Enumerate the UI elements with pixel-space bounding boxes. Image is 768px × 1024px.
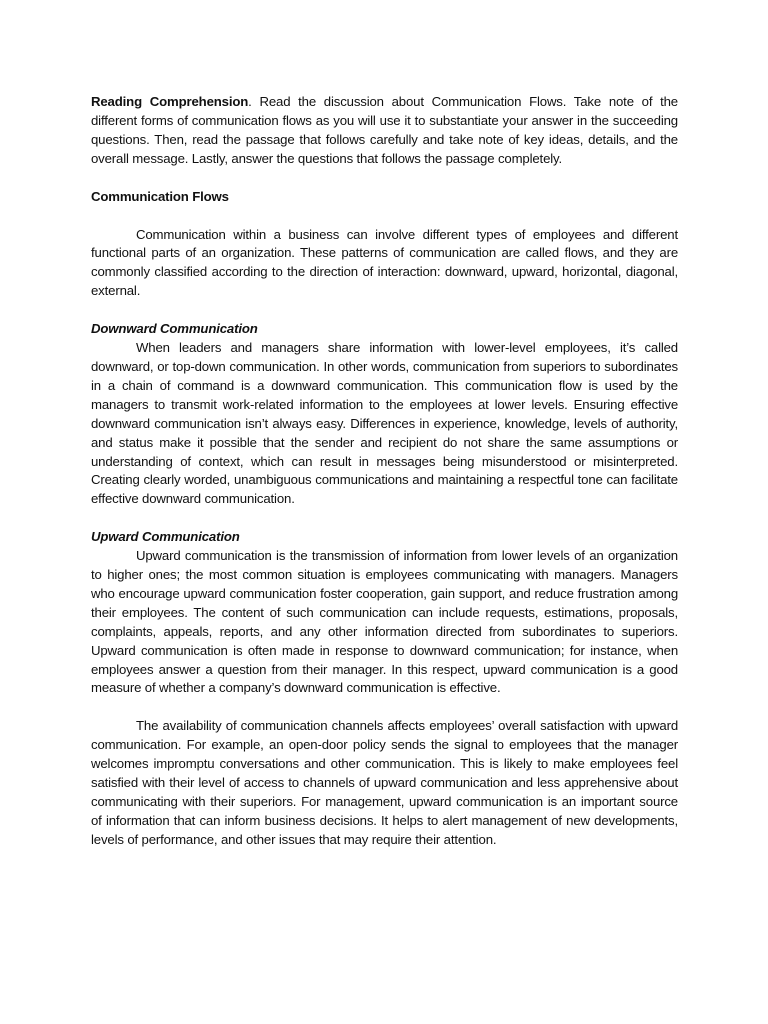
spacer [91, 509, 678, 528]
spacer [91, 301, 678, 320]
upward-heading: Upward Communication [91, 529, 240, 545]
spacer [91, 207, 678, 226]
spacer [91, 698, 678, 717]
intro-text: . Read the discussion about Communication Flows. Take note of the different forms of communication flows as you will use it to substantiate your answer in the succeeding questions. Then, read the passage that follows carefully and take note of key ideas, details, and the overall message. Lastly, answer the questions that follows the passage completely. [91, 94, 678, 166]
upward-paragraph-2: The availability of communication channels affects employees’ overall satisfaction with upward communication. For example, an open-door policy sends the signal to employees that the manager welcomes impromptu conversations and other communication. This is likely to make employees feel satisfied with their level of access to channels of upward communication and less apprehensive about communicating with their superiors. For management, upward communication is an important source of information that can inform business decisions. It helps to alert management of new developments, levels of performance, and other issues that may require their attention. [91, 718, 678, 847]
intro-paragraph [91, 93, 678, 169]
downward-paragraph: When leaders and managers share information with lower-level employees, it’s called downward, or top-down communication. In other words, communication from superiors to subordinates in a chain of command is a downward communication. This communication flow is used by the managers to transmit work-related information to the employees at lower levels. Ensuring effective downward communication isn’t always easy. Differences in experience, knowledge, levels of authority, and status make it possible that the sender and recipient do not share the same assumptions or understanding of context, which can result in messages being misunderstood or misinterpreted. Creating clearly worded, unambiguous communications and maintaining a respectful tone can facilitate effective downward communication. [91, 340, 678, 507]
downward-heading: Downward Communication [91, 321, 258, 337]
intro-lead: Reading Comprehension [91, 94, 249, 109]
upward-paragraph-1: Upward communication is the transmission of information from lower levels of an organization to higher ones; the most common situation is employees communicating with managers. Managers who encourage upward communication foster cooperation, gain support, and reduce frustration among their employees. The content of such communication can include requests, estimations, proposals, complaints, appeals, reports, and any other information directed from subordinates to superiors. Upward communication is often made in response to downward communication; for instance, when employees answer a question from their manager. In this respect, upward communication is a good measure of whether a company’s downward communication is effective. [91, 548, 678, 696]
document-page [91, 93, 678, 850]
section-title: Communication Flows [91, 188, 229, 204]
overview-paragraph: Communication within a business can involve different types of employees and different functional parts of an organization. These patterns of communication are called flows, and they are commonly classified according to the direction of interaction: downward, upward, horizontal, diagonal, external. [91, 226, 678, 299]
